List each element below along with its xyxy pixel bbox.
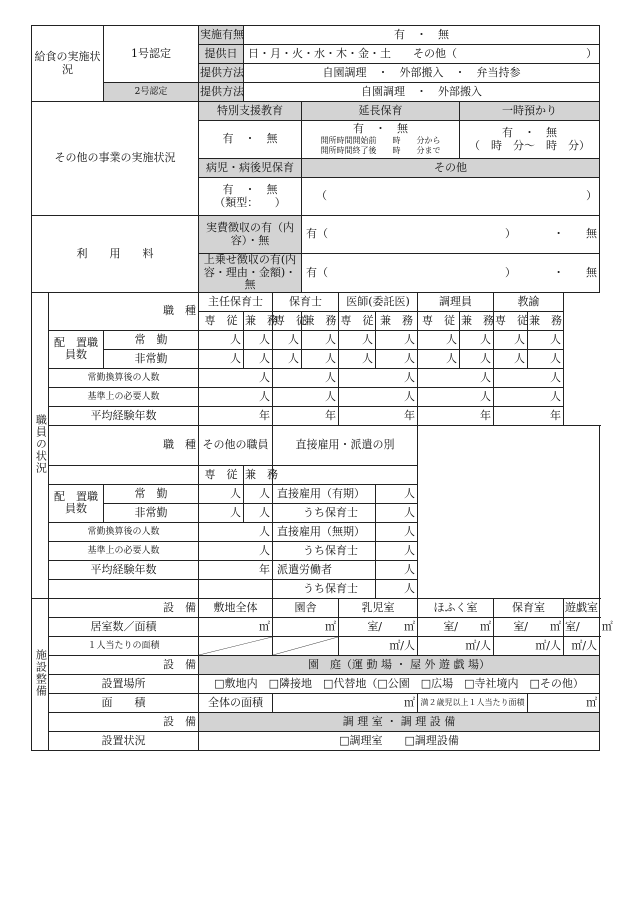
extra-fee-mu: ・ 無: [528, 254, 600, 293]
col-other-staff: その他の職員: [199, 425, 273, 465]
kansan-label: 常勤換算後の人数: [49, 522, 199, 541]
senju-header: 専 従: [494, 311, 528, 330]
count-cell: 人: [528, 349, 564, 368]
location-label: 設置場所: [49, 674, 199, 693]
col-chief-nurse: 主任保育士: [199, 292, 273, 311]
of-which-nurse: うち保育士: [273, 503, 376, 522]
setsubi-label: 設 備: [49, 655, 199, 674]
blank-cell: [273, 465, 418, 484]
count-cell: 人: [418, 368, 494, 387]
jokin-label: 常 勤: [104, 330, 199, 349]
count-cell: 人: [273, 387, 339, 406]
actual-fee-mu: ・ 無: [528, 216, 600, 254]
location-value: □敷地内 □隣接地 □代替地（□公園 □広場 □寺社境内 □その他）: [199, 674, 600, 693]
col-cook: 調理員: [418, 292, 494, 311]
col-infant-room: 乳児室: [339, 598, 418, 617]
diagonal-cell: [199, 636, 273, 655]
count-cell: 人: [244, 330, 273, 349]
kenmu-header: 兼 務: [244, 311, 273, 330]
count-cell: 人: [528, 330, 564, 349]
per-person-label: １人当たりの面積: [49, 636, 199, 655]
setsubi-label: 設 備: [49, 598, 199, 617]
facility-report-form: [31, 25, 613, 751]
direct-open-label: 直接雇用（無期）: [273, 522, 376, 541]
jokin-label: 常 勤: [104, 484, 199, 503]
count-cell: 人: [376, 503, 418, 522]
temp-yes-no: 有 ・ 無: [502, 125, 558, 139]
col-doctor: 医師(委託医): [339, 292, 418, 311]
count-cell: 人: [199, 503, 244, 522]
per-person-cell: ㎡/人: [494, 636, 564, 655]
sonota-label: その他: [302, 159, 600, 178]
count-cell: 人: [418, 349, 460, 368]
count-cell: 人: [273, 368, 339, 387]
extended-yes-no: 有 ・ 無: [353, 122, 409, 136]
count-cell: 人: [418, 330, 460, 349]
kitchen-header: 調 理 室 ・ 調 理 設 備: [199, 712, 600, 731]
count-cell: 人: [460, 349, 494, 368]
count-cell: 人: [244, 503, 273, 522]
temp-label: 一時預かり: [460, 102, 600, 121]
blank-cell: [49, 579, 199, 598]
senju-header: 専 従: [418, 311, 460, 330]
per-person-cell: ㎡/人: [339, 636, 418, 655]
special-label: 特別支援教育: [199, 102, 302, 121]
staff-type-label: 職 種: [49, 292, 199, 330]
temp-time: （ 時 分〜 時 分）: [469, 138, 591, 152]
days-close: ）: [564, 45, 600, 64]
days-value: 日・月・火・水・木・金・土 その他（: [244, 45, 564, 64]
extended-value: [302, 121, 460, 159]
count-cell: 人: [199, 330, 244, 349]
extended-end: 開所時間終了後 時 分まで: [320, 145, 441, 155]
extra-fee-label: 上乗せ徴収の有(内容・理由・金額)・無: [199, 254, 302, 293]
count-cell: 人: [199, 541, 273, 560]
impl-label: 実施有無: [199, 26, 244, 45]
area-total-label: 全体の面積: [199, 693, 273, 712]
direct-fixed-label: 直接雇用（有期）: [273, 484, 376, 503]
extra-fee-open: 有（: [302, 254, 494, 293]
rooms-area-cell: 室/ ㎡: [564, 617, 600, 636]
sick-type: （類型： ）: [214, 195, 286, 209]
report-table: [31, 25, 613, 751]
sick-value: [199, 178, 302, 216]
method1-label: 提供方法: [199, 64, 244, 83]
haichi-label: 配 置職員数: [49, 330, 104, 368]
kenmu-header: 兼 務: [528, 311, 564, 330]
kenmu-header: 兼 務: [376, 311, 418, 330]
count-cell: 人: [376, 330, 418, 349]
count-cell: 人: [376, 579, 418, 598]
count-cell: 人: [376, 522, 418, 541]
extended-start: 開所時間開始前 時 分から: [320, 135, 441, 145]
staff-type-label-2: 職 種: [49, 425, 199, 465]
count-cell: 人: [376, 560, 418, 579]
count-cell: 人: [199, 349, 244, 368]
blank-area: [418, 425, 600, 598]
years-cell: 年: [199, 560, 273, 579]
count-cell: 人: [199, 522, 273, 541]
status-value: □調理室 □調理設備: [199, 731, 600, 750]
col-teacher: 教諭: [494, 292, 564, 311]
count-cell: 人: [418, 387, 494, 406]
actual-fee-open: 有（: [302, 216, 494, 254]
hijokin-label: 非常勤: [104, 503, 199, 522]
col-nurse: 保育士: [273, 292, 339, 311]
count-cell: 人: [494, 368, 564, 387]
diagonal-cell: [273, 636, 339, 655]
sonota-open: （: [302, 178, 564, 216]
count-cell: 人: [302, 330, 339, 349]
rooms-area-cell: 室/ ㎡: [418, 617, 494, 636]
count-cell: 人: [376, 541, 418, 560]
actual-fee-label: 実費徴収の有（内容）・無: [199, 216, 302, 254]
count-cell: 人: [494, 330, 528, 349]
fee-section-label: 利 用 料: [32, 216, 199, 293]
dispatch-label: 派遣労働者: [273, 560, 376, 579]
sick-yes-no: 有 ・ 無: [222, 182, 278, 196]
col-building: 園舎: [273, 598, 339, 617]
col-employment: 直接雇用・派遣の別: [273, 425, 418, 465]
count-cell: 人: [199, 368, 273, 387]
rooms-area-cell: 室/ ㎡: [339, 617, 418, 636]
hijokin-label: 非常勤: [104, 349, 199, 368]
senju-header: 専 従: [199, 311, 244, 330]
staff-side-label: 職員の状況: [32, 292, 49, 598]
haichi-label-2: 配 置職員数: [49, 484, 104, 522]
extra-fee-close: ）: [494, 254, 528, 293]
extended-label: 延長保育: [302, 102, 460, 121]
count-cell: 人: [244, 349, 273, 368]
area-per-value: ㎡: [528, 693, 600, 712]
blank-cell: [49, 465, 199, 484]
col-play-room: 遊戯室: [564, 598, 600, 617]
temp-value: [460, 121, 600, 159]
cert2-label: 2号認定: [104, 83, 199, 102]
special-value: 有 ・ 無: [199, 121, 302, 159]
years-cell: 年: [273, 406, 339, 425]
per-person-cell: ㎡/人: [418, 636, 494, 655]
col-nursery-room: 保育室: [494, 598, 564, 617]
count-cell: 人: [244, 484, 273, 503]
method2-value: 自園調理 ・ 外部搬入: [244, 83, 600, 102]
count-cell: 人: [494, 349, 528, 368]
kenmu-header: 兼 務: [302, 311, 339, 330]
kijun-label: 基準上の必要人数: [49, 541, 199, 560]
senju-header: 専 従: [273, 311, 302, 330]
area-label: 面 積: [49, 693, 199, 712]
senju-header: 専 従: [199, 465, 244, 484]
setsubi-label: 設 備: [49, 712, 199, 731]
of-which-nurse: うち保育士: [273, 579, 376, 598]
count-cell: 人: [199, 387, 273, 406]
garden-header: 園 庭（運 動 場 ・ 屋 外 遊 戯 場）: [199, 655, 600, 674]
diagonal-line: [199, 637, 272, 655]
years-cell: 年: [199, 406, 273, 425]
count-cell: 人: [339, 330, 376, 349]
days-label: 提供日: [199, 45, 244, 64]
meal-section-label: 給食の実施状況: [32, 26, 104, 102]
kansan-label: 常勤換算後の人数: [49, 368, 199, 387]
keiken-label: 平均経験年数: [49, 560, 199, 579]
kenmu-header: 兼 務: [244, 465, 273, 484]
rooms-area-cell: 室/ ㎡: [494, 617, 564, 636]
per-person-cell: ㎡/人: [564, 636, 600, 655]
blank-cell: [199, 579, 273, 598]
rooms-label: 居室数／面積: [49, 617, 199, 636]
count-cell: 人: [376, 484, 418, 503]
area-cell: ㎡: [199, 617, 273, 636]
method1-value: 自園調理 ・ 外部搬入 ・ 弁当持参: [244, 64, 600, 83]
area-per-label: 満２歳児以上１人当たり面積: [418, 693, 528, 712]
other-section-label: その他の事業の実施状況: [32, 102, 199, 216]
count-cell: 人: [273, 349, 302, 368]
of-which-nurse: うち保育士: [273, 541, 376, 560]
col-crawl-room: ほふく室: [418, 598, 494, 617]
impl-value: 有 ・ 無: [244, 26, 600, 45]
senju-header: 専 従: [339, 311, 376, 330]
keiken-label: 平均経験年数: [49, 406, 199, 425]
diagonal-line: [273, 637, 338, 655]
kijun-label: 基準上の必要人数: [49, 387, 199, 406]
facility-side-label: 施設整備: [32, 598, 49, 750]
count-cell: 人: [302, 349, 339, 368]
count-cell: 人: [273, 330, 302, 349]
count-cell: 人: [199, 484, 244, 503]
count-cell: 人: [339, 368, 418, 387]
sick-label: 病児・病後児保育: [199, 159, 302, 178]
sonota-close: ）: [564, 178, 600, 216]
status-label: 設置状況: [49, 731, 199, 750]
area-cell: ㎡: [273, 617, 339, 636]
method2-label: 提供方法: [199, 83, 244, 102]
count-cell: 人: [376, 349, 418, 368]
count-cell: 人: [494, 387, 564, 406]
actual-fee-close: ）: [494, 216, 528, 254]
years-cell: 年: [339, 406, 418, 425]
col-site: 敷地全体: [199, 598, 273, 617]
count-cell: 人: [339, 349, 376, 368]
count-cell: 人: [339, 387, 418, 406]
years-cell: 年: [494, 406, 564, 425]
kenmu-header: 兼 務: [460, 311, 494, 330]
count-cell: 人: [460, 330, 494, 349]
years-cell: 年: [418, 406, 494, 425]
cert1-label: 1号認定: [104, 26, 199, 83]
area-total-value: ㎡: [273, 693, 418, 712]
